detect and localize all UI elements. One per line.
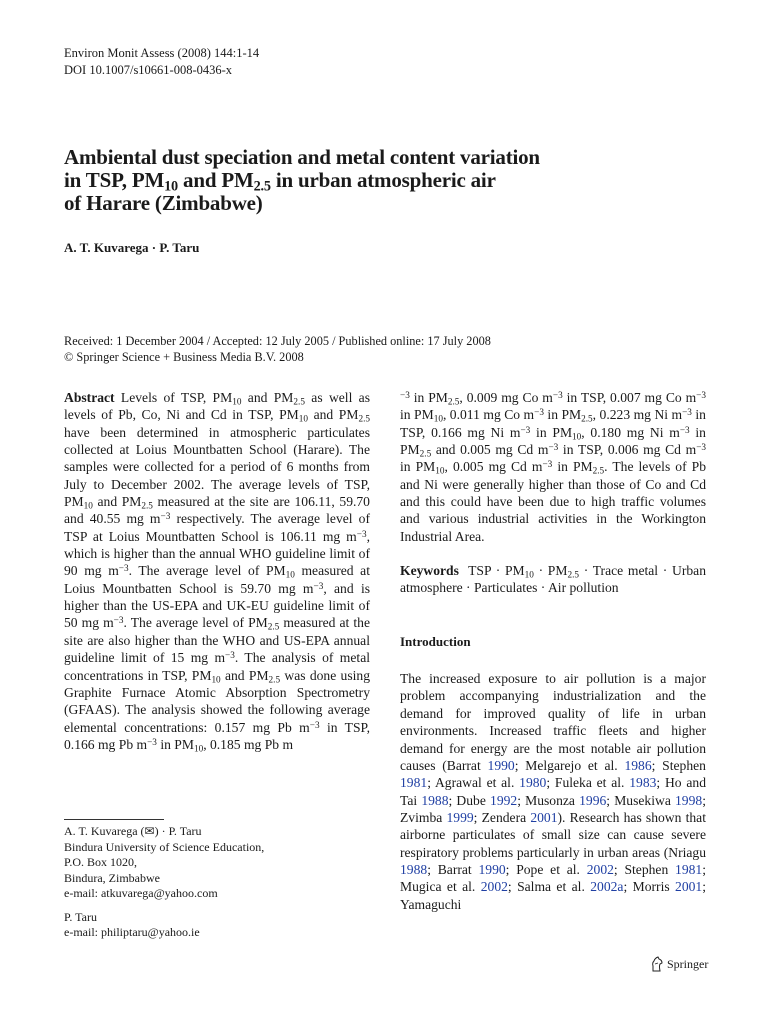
citation-link[interactable]: 2002 — [586, 861, 614, 877]
citation-link[interactable]: 1992 — [490, 792, 518, 808]
citation-link[interactable]: 1980 — [519, 775, 547, 791]
author-affiliations — [64, 824, 264, 941]
citation-link[interactable]: 1990 — [478, 861, 506, 877]
publisher-logo — [650, 956, 708, 972]
title-line-2: in TSP, $PM_{10}$ and $PM_{2.5}$ in urban atmospheric air — [64, 168, 496, 195]
paper-title — [64, 146, 664, 215]
citation-link[interactable]: 1983 — [629, 775, 657, 791]
copyright-line: © Springer Science + Business Media B.V. 2008 — [64, 350, 304, 364]
citation-link[interactable]: 2001 — [530, 809, 558, 825]
springer-horse-icon — [650, 956, 664, 972]
citation-link[interactable]: 1996 — [579, 792, 607, 808]
citation-link[interactable]: 1988 — [400, 861, 428, 877]
citation-link[interactable]: 1999 — [446, 809, 474, 825]
journal-header — [64, 45, 259, 79]
journal-citation: Environ Monit Assess (2008) 144:1-14 — [64, 46, 260, 60]
abstract-column-right — [400, 389, 706, 913]
affiliation-pobox: P.O. Box 1020, — [64, 855, 138, 869]
abstract-text: Abstract Levels of TSP, $PM_{10}$ and $PM_{2.5}$ as well as levels of Pb, Co, Ni and Cd in TSP, $PM_{10}$ and $PM_{2.5}$ have been determined in atmospheric particulates collected at Loius Mountbatten School (Harare). The samples were collected for a period of 6 months from July to December 2002. The average levels of TSP, $PM_{10}$ and $PM_{2.5}$ measured at the site are 106.11, 59.70 and 40.55 mg $m^{-3}$ respectively. The average level of TSP at Loius Mountbatten School is 106.11 mg $m^{-3}$, which is higher than the annual WHO guideline limit of 90 mg $m^{-3}$. The average level of $PM_{10}$ measured at Loius Mountbatten School is 59.70 mg $m^{-3}$, and is higher than the US-EPA and UK-EU guideline limit of 50 mg $m^{-3}$. The average level of $PM_{2.5}$ measured at the site are also higher than the WHO and US-EPA annual guideline limit of 15 mg $m^{-3}$. The analysis of metal concentrations in TSP, $PM_{10}$ and $PM_{2.5}$ was done using Graphite Furnace Atomic Absorption Spectrometry (GFAAS). The analysis showed the following average elemental concentrations: 0.157 mg Pb $m^{-3}$ in TSP, 0.166 mg Pb $m^{-3}$ in $PM_{10}$, 0.185 mg Pb m — [64, 390, 371, 754]
keywords-label: Keywords — [400, 563, 459, 579]
affiliation-authors: A. T. Kuvarega (✉) · P. Taru — [64, 824, 202, 838]
dates-line: Received: 1 December 2004 / Accepted: 12 July 2005 / Published online: 17 July 2008 — [64, 334, 491, 348]
affiliation-city: Bindura, Zimbabwe — [64, 870, 160, 885]
citation-link[interactable]: 1998 — [675, 792, 703, 808]
abstract-column-left — [64, 389, 370, 753]
footnote-rule — [64, 819, 164, 820]
citation-link[interactable]: 1986 — [624, 757, 652, 773]
citation-link[interactable]: 1981 — [400, 775, 428, 791]
citation-link[interactable]: 2002a — [590, 879, 624, 895]
introduction-text: The increased exposure to air pollution is a major problem accompanying industrialization and the demand for improved quality of life in urban environments. Increased traffic fleets and higher demand for energy are the most notable air pollution causes (Barrat 1990; Melgarejo et al. 1986; Stephen 1981; Agrawal et al. 1980; Fuleka et al. 1983; Ho and Tai 1988; Dube 1992; Musonza 1996; Musekiwa 1998; Zvimba 1999; Zendera 2001). Research has shown that airborne particulates of small size can cause severe respiratory problems particularly in urban areas (Nriagu 1988; Barrat 1990; Pope et al. 2002; Stephen 1981; Mugica et al. 2002; Salma et al. 2002a; Morris 2001; Yamaguchi — [400, 671, 706, 912]
citation-link[interactable]: 1990 — [487, 757, 515, 773]
citation-link[interactable]: 2001 — [675, 879, 703, 895]
abstract-continued: $^{-3}$ in $PM_{2.5}$, 0.009 mg Co $m^{-3}$ in TSP, 0.007 mg Co $m^{-3}$ in $PM_{10}$, 0.011 mg Co $m^{-3}$ in $PM_{2.5}$, 0.223 mg Ni $m^{-3}$ in TSP, 0.166 mg Ni $m^{-3}$ in $PM_{10}$, 0.180 mg Ni $m^{-3}$ in $PM_{2.5}$ and 0.005 mg Cd $m^{-3}$ in TSP, 0.006 mg Cd $m^{-3}$ in $PM_{10}$, 0.005 mg Cd $m^{-3}$ in $PM_{2.5}$. The levels of Pb and Ni were generally higher than those of Co and Cd and this could have been due to high traffic volumes and various industrial activities in the Workington Industrial Area. — [400, 389, 707, 544]
title-line-1: Ambiental dust speciation and metal content variation — [64, 145, 540, 169]
introduction-heading: Introduction — [400, 633, 471, 649]
title-line-3: of Harare (Zimbabwe) — [64, 191, 263, 215]
citation-link[interactable]: 1981 — [675, 861, 703, 877]
affiliation-institution: Bindura University of Science Education, — [64, 839, 265, 854]
publication-dates — [64, 333, 491, 365]
citation-link[interactable]: 1988 — [421, 792, 449, 808]
authors: A. T. Kuvarega · P. Taru — [64, 240, 200, 255]
keywords: Keywords TSP · $PM_{10} \cdot PM_{2.5}$ · Trace metal · Urban atmosphere · Particulates · Air pollution — [400, 563, 707, 596]
affiliation-second-author: P. Taru — [64, 909, 97, 924]
doi: DOI 10.1007/s10661-008-0436-x — [64, 63, 233, 77]
affiliation-email[interactable]: e-mail: atkuvarega@yahoo.com — [64, 886, 218, 900]
abstract-label: Abstract — [64, 390, 115, 405]
publisher-name: Springer — [667, 956, 709, 971]
affiliation-second-email[interactable]: e-mail: philiptaru@yahoo.ie — [64, 925, 200, 939]
citation-link[interactable]: 2002 — [480, 879, 508, 895]
